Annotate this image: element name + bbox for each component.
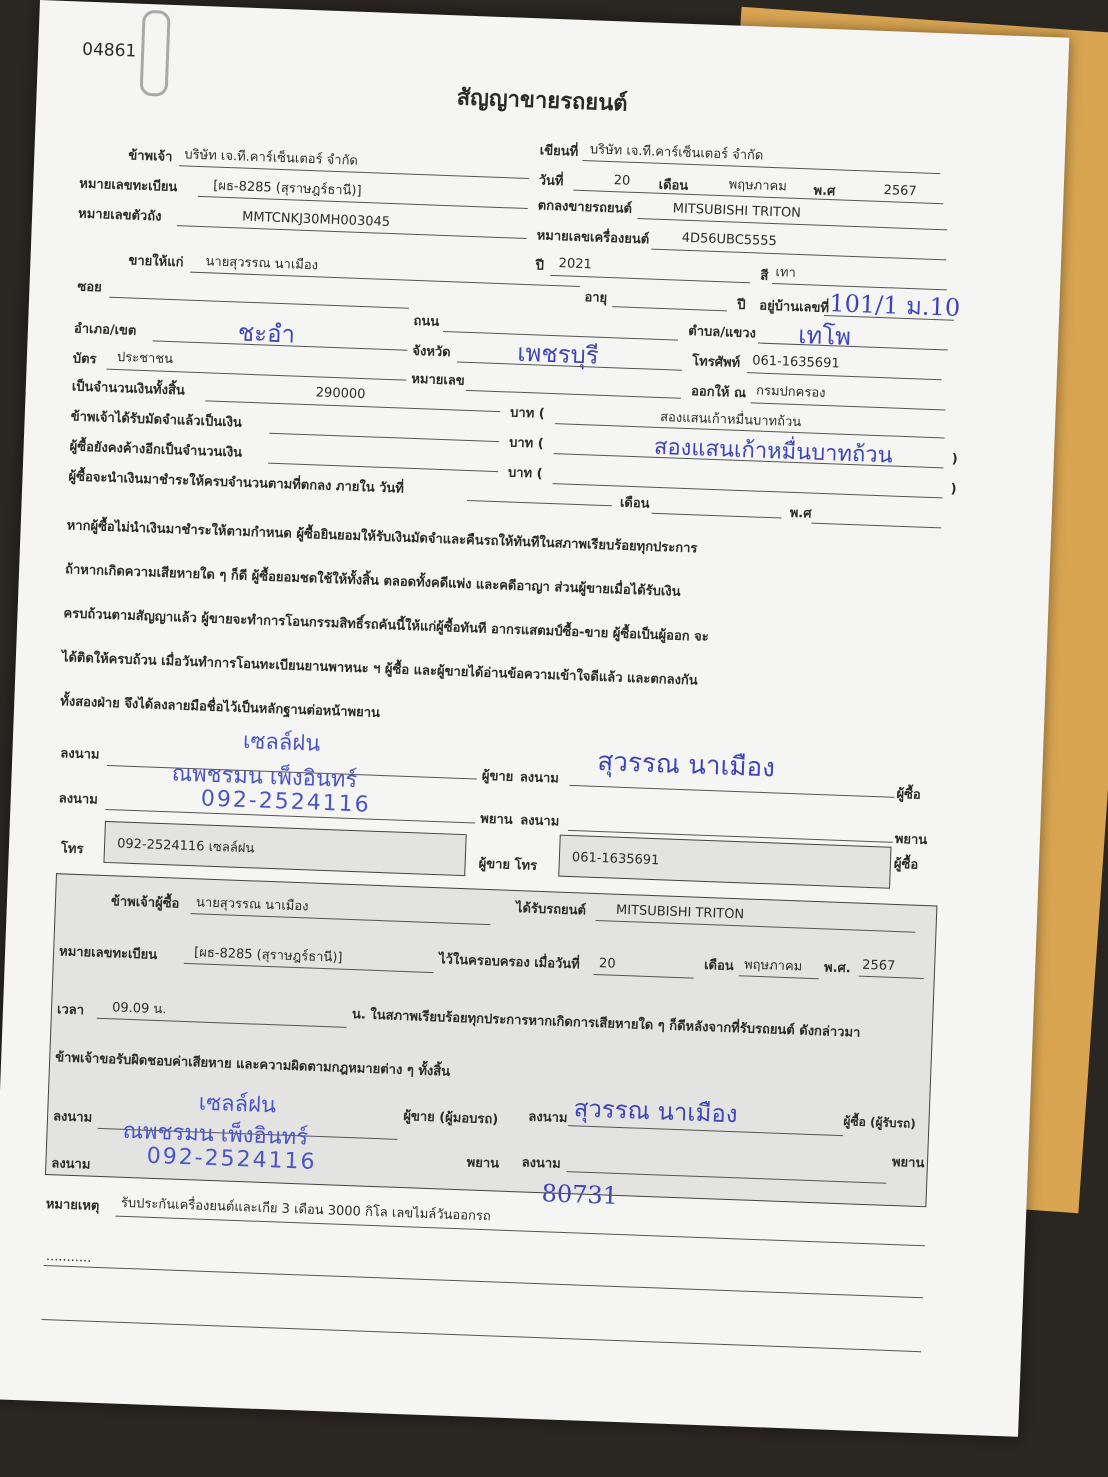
reg-label: หมายเลขทะเบียน	[79, 176, 178, 196]
receipt-sign-label-4: ลงนาม	[521, 1155, 562, 1172]
years-label: ปี	[737, 297, 746, 314]
remain-baht: บาท (	[507, 465, 543, 482]
receipt-buyer: นายสุวรรณ นาเมือง	[195, 895, 309, 915]
model-year-value: 2021	[558, 256, 593, 273]
age-label: อายุ	[584, 290, 608, 306]
subdistrict-label: ตำบล/แขวง	[688, 323, 757, 342]
note-dots: ...........	[45, 1249, 92, 1266]
receipt-sign-label-3: ลงนาม	[51, 1156, 91, 1173]
receipt-witness-label-1: พยาน	[466, 1155, 500, 1172]
province-label: จังหวัด	[412, 343, 451, 361]
terms-line-2: ถ้าหากเกิดความเสียหายใด ๆ ก็ดี ผู้ซื้อยอมชดใช้ให้ทั้งสิ้น ตลอดทั้งคดีแพ่ง และคดีอาญา ส่วนผู้ขายเมื่อได้รับเงิน	[64, 562, 681, 600]
district-handwritten: ชะอำ	[237, 318, 296, 349]
receipt-stamp-line-2: ณพชรมน เพ็งอินทร์	[122, 1118, 309, 1151]
receipt-sign-label-2: ลงนาม	[528, 1109, 568, 1127]
total-words: สองแสนเก้าหมื่นบาทถ้วน	[659, 410, 802, 431]
page-title: สัญญาขายรถยนต์	[456, 85, 628, 117]
receipt-buyer-label: ข้าพเจ้าผู้ซื้อ	[110, 894, 180, 912]
soi-label: ซอย	[77, 279, 103, 296]
sell-to-label: ขายให้แก่	[128, 253, 184, 271]
witness-label-1: พยาน	[480, 811, 513, 828]
buyer-signature: สุวรรณ นาเมือง	[596, 746, 776, 784]
receipt-stamp-line-1: เซลล์ฝน	[198, 1090, 277, 1119]
seller-deliver-label: ผู้ขาย (ผู้มอบรถ)	[403, 1109, 499, 1128]
reg-value: [ผธ-8285 (สุราษฎร์ธานี)]	[213, 178, 362, 199]
seller-phone-label: ผู้ขาย โทร	[478, 856, 538, 874]
custody-label: ไว้ในครอบครอง เมื่อวันที่	[438, 952, 581, 973]
stamp-line-3: 092-2524116	[200, 786, 372, 818]
witness-label-2: พยาน	[894, 831, 928, 849]
terms-line-1: หากผู้ซื้อไม่นำเงินมาชำระให้ตามกำหนด ผู้ซื้อยินยอมให้รับเงินมัดจำและคืนรถให้ทันทีในสภาพเรียบร้อยทุกประการ	[66, 518, 698, 557]
deposit-close: )	[951, 451, 959, 467]
date-year: 2567	[883, 183, 917, 200]
buyer-phone: 061-1635691	[751, 353, 840, 372]
total-amount: 290000	[315, 385, 366, 403]
seller-phone-box	[103, 821, 466, 876]
subdistrict-handwritten: เทโพ	[797, 321, 852, 351]
stamp-line-2: ณพชรมน เพ็งอินทร์	[171, 761, 358, 794]
receipt-year: 2567	[861, 957, 896, 974]
receipt-sign-label-1: ลงนาม	[52, 1109, 93, 1126]
date-month: พฤษภาคม	[728, 177, 788, 195]
province-handwritten: เพชรบุรี	[516, 338, 600, 370]
seller-name: บริษัท เจ.ที.คาร์เซ็นเตอร์ จำกัด	[184, 147, 359, 169]
sign-label-2: ลงนาม	[519, 770, 560, 787]
buyer-phone-value: 061-1635691	[571, 850, 660, 869]
paper-clip	[140, 10, 171, 97]
phone-label: โทร	[60, 841, 84, 858]
receipt-month: พฤษภาคม	[743, 957, 803, 975]
card-label: บัตร	[72, 351, 97, 368]
doc-number: 04861	[81, 39, 137, 62]
sign-label-4: ลงนาม	[519, 813, 560, 830]
deposit-baht: บาท (	[508, 435, 544, 452]
engine-label: หมายเลขเครื่องยนต์	[536, 228, 650, 248]
due-label: ผู้ซื้อจะนำเงินมาชำระให้ครบจำนวนตามที่ตกลง ภายใน วันที่	[68, 469, 405, 497]
engine-value: 4D56UBC5555	[681, 230, 778, 250]
time-suffix: น. ในสภาพเรียบร้อยทุกประการหากเกิดการเสียหายใด ๆ ก็ดีหลังจากที่รับรถยนต์ ดังกล่าวมา	[351, 1007, 861, 1041]
model-year-label: ปี	[535, 258, 545, 274]
receipt-time: 09.09 น.	[111, 1000, 167, 1018]
house-no-handwritten: 101/1 ม.10	[828, 289, 961, 322]
receipt-reg-label: หมายเลขทะเบียน	[58, 944, 158, 963]
card-no-label: หมายเลข	[411, 371, 465, 389]
terms-line-3: ครบถ้วนตามสัญญาแล้ว ผู้ขายจะทำการโอนกรรมสิทธิ์รถคันนี้ให้แก่ผู้ซื้อทันที อากรแสตมป์ซื้อ-ขาย ผู้ซื้อเป็นผู้ออก จะ	[63, 606, 710, 645]
note-label: หมายเหตุ	[45, 1197, 100, 1214]
liability-text: ข้าพเจ้าขอรับผิดชอบค่าเสียหาย และความผิดตามกฎหมายต่าง ๆ ทั้งสิ้น	[54, 1050, 451, 1080]
road-label: ถนน	[413, 313, 440, 330]
terms-line-4: ได้ติดให้ครบถ้วน เมื่อวันทำการโอนทะเบียนยานพาหนะ ฯ ผู้ซื้อ และผู้ขายได้อ่านข้อความเข้าใจดีแล้ว และตกลงกัน	[61, 650, 698, 689]
due-year-label: พ.ศ	[789, 505, 812, 522]
stamp-line-1: เซลล์ฝน	[242, 728, 321, 757]
vehicle-make: MITSUBISHI TRITON	[672, 201, 802, 222]
date-day: 20	[613, 173, 631, 189]
receipt-reg: [ผธ-8285 (สุราษฎร์ธานี)]	[193, 945, 343, 966]
buyer-sign-label: ผู้ซื้อ	[896, 786, 921, 803]
written-at-value: บริษัท เจ.ที.คาร์เซ็นเตอร์ จำกัด	[589, 142, 764, 164]
time-label: เวลา	[56, 1002, 85, 1019]
received-vehicle: MITSUBISHI TRITON	[615, 902, 745, 923]
seller-phone-value: 092-2524116 เซลล์ฝน	[116, 836, 255, 857]
receipt-month-label: เดือน	[703, 957, 734, 975]
receipt-day: 20	[598, 956, 616, 972]
total-label: เป็นจำนวนเงินทั้งสิ้น	[71, 379, 186, 399]
buyer-phone-box	[558, 835, 891, 889]
color-label: สี	[760, 268, 769, 284]
sign-label-3: ลงนาม	[58, 791, 99, 808]
issued-value: กรมปกครอง	[755, 383, 826, 402]
written-at-label: เขียนที่	[539, 143, 579, 160]
seller-sign-label: ผู้ขาย	[481, 768, 514, 785]
buyer-name: นายสุวรรณ นาเมือง	[205, 254, 319, 274]
date-label: วันที่	[538, 173, 564, 190]
house-no-label: อยู่บ้านเลขที่	[758, 298, 830, 317]
card-value: ประชาชน	[116, 350, 174, 368]
mileage-handwritten: 80731	[541, 1179, 619, 1210]
phone-label: โทรศัพท์	[691, 354, 741, 371]
chassis-label: หมายเลขตัวถัง	[77, 206, 162, 225]
chassis-value: MMTCNKJ30MH003045	[241, 209, 391, 230]
receipt-stamp-line-3: 092-2524116	[146, 1143, 317, 1175]
year-label: พ.ศ	[813, 183, 836, 200]
color-value: เทา	[775, 265, 797, 281]
remain-label: ผู้ซื้อยังคงค้างอีกเป็นจำนวนเงิน	[69, 439, 243, 461]
buyer-receive-label: ผู้ซื้อ (ผู้รับรถ)	[843, 1114, 917, 1131]
receipt-buyer-signature: สุวรรณ นาเมือง	[573, 1094, 738, 1129]
agree-label: ตกลงขายรถยนต์	[537, 198, 633, 217]
note-text: รับประกันเครื่องยนต์และเกีย 3 เดือน 3000 กิโล เลขไมล์วันออกรถ	[120, 1195, 492, 1225]
buyer-phone-label: ผู้ซื้อ	[893, 856, 919, 873]
deposit-words-handwritten: สองแสนเก้าหมื่นบาทถ้วน	[653, 434, 894, 469]
due-month-label: เดือน	[619, 495, 650, 512]
receipt-witness-label-2: พยาน	[891, 1155, 925, 1172]
received-label: ได้รับรถยนต์	[515, 901, 587, 919]
total-baht: บาท (	[509, 405, 546, 422]
receipt-box	[45, 873, 937, 1207]
sign-label-1: ลงนาม	[60, 746, 100, 763]
terms-line-5: ทั้งสองฝ่าย จึงได้ลงลายมือชื่อไว้เป็นหลักฐานต่อหน้าพยาน	[60, 694, 381, 721]
remain-close: )	[950, 481, 957, 497]
district-label: อำเภอ/เขต	[73, 321, 137, 339]
month-label: เดือน	[658, 177, 689, 194]
seller-label: ข้าพเจ้า	[128, 148, 173, 165]
deposit-label: ข้าพเจ้าได้รับมัดจำแล้วเป็นเงิน	[70, 409, 243, 431]
receipt-year-label: พ.ศ.	[823, 960, 852, 977]
issued-label: ออกให้ ณ	[690, 384, 747, 402]
